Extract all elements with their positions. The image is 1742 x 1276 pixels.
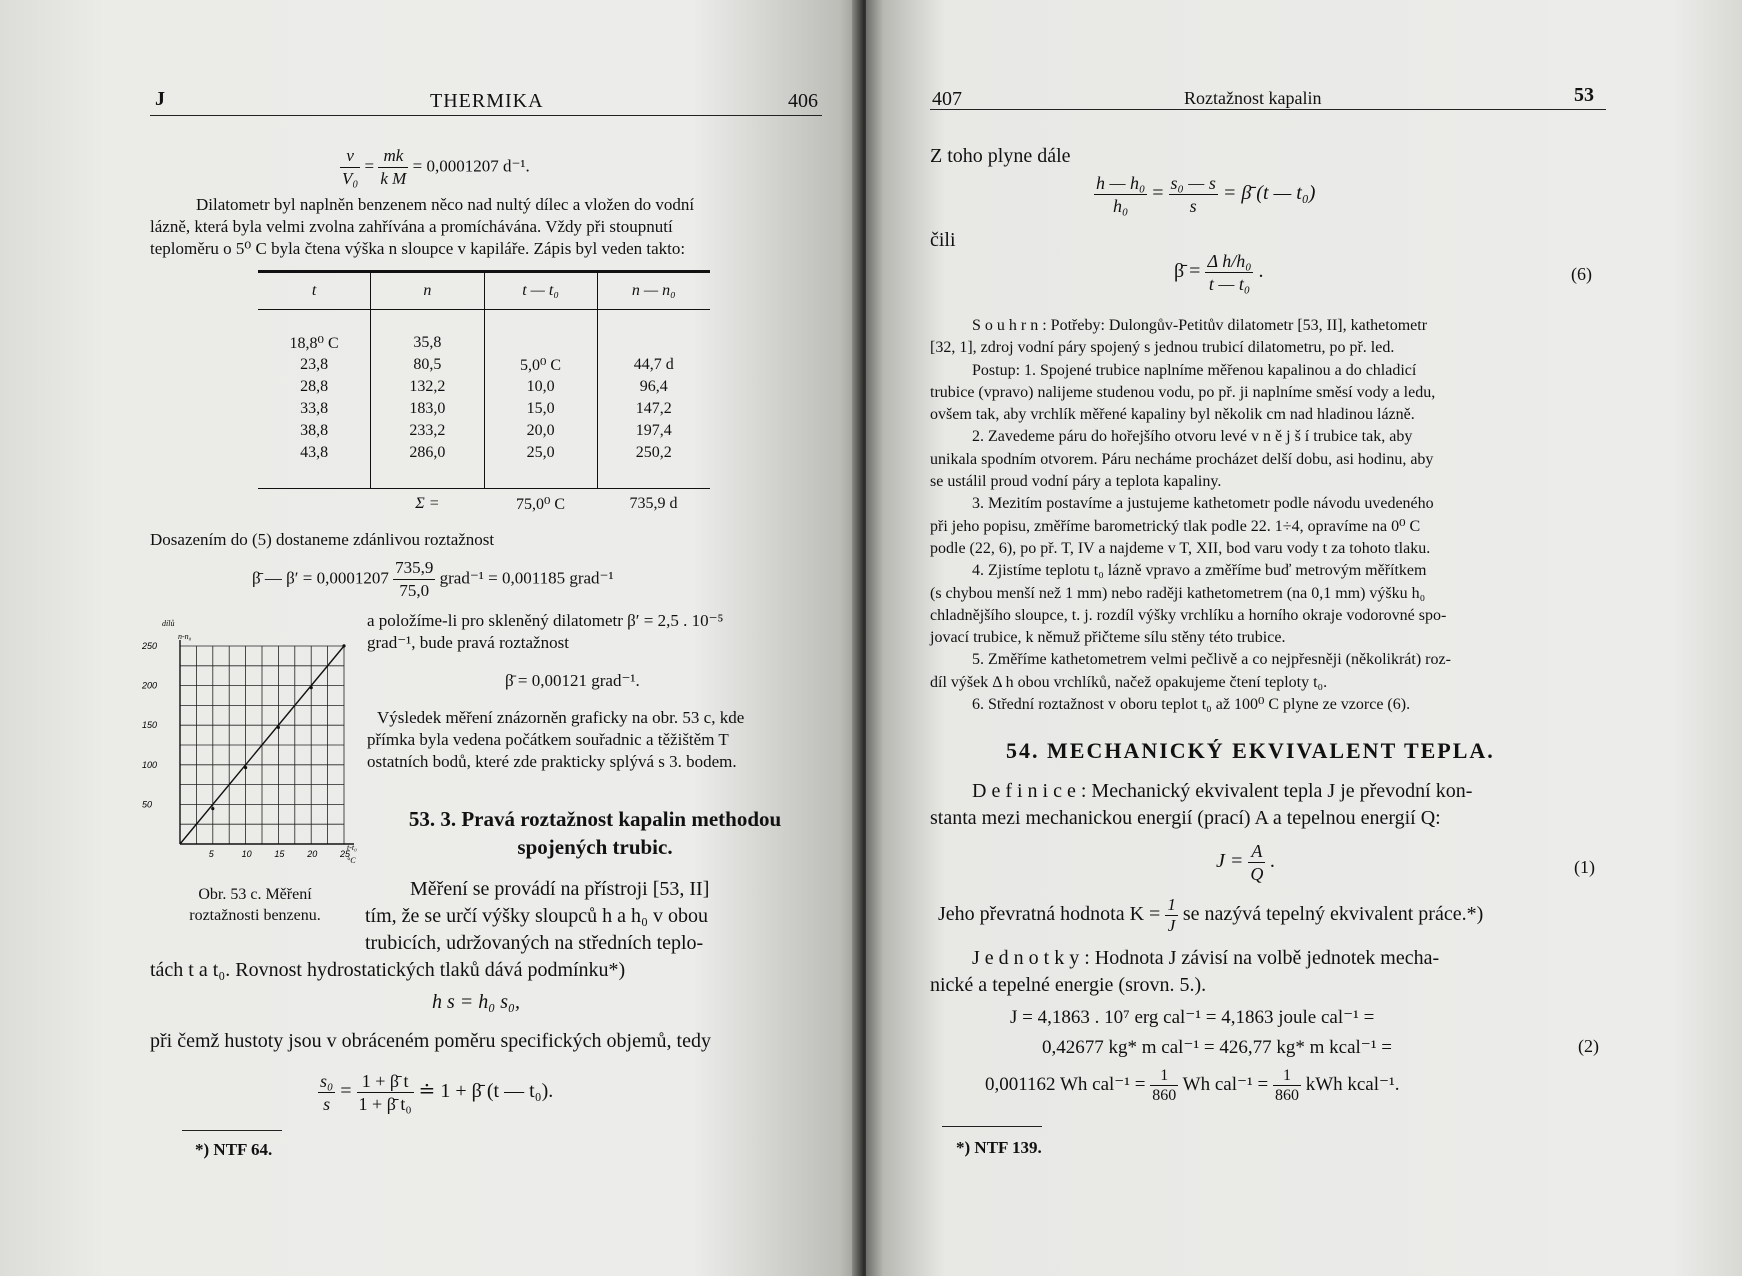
eqJ-den: Q [1250,864,1264,884]
para4-line: ostatních bodů, které zde prakticky splývá s 3. bodem. [367,752,737,771]
equation-number-1: (1) [1574,857,1595,877]
eq2-frac-den: 860 [1152,1087,1177,1104]
eq1-num2: s₀ — s [1170,173,1216,193]
eq6-lhs: β̄ = [1174,260,1201,283]
sum-value: 735,9 d [629,495,678,512]
data-point [277,726,280,729]
equation-2-line-2: 0,42677 kg* m cal⁻¹ = 426,77 kg* m kcal⁻¹ = [1042,1037,1392,1058]
reciprocal-num: 1 [1167,895,1176,914]
units-line: nické a tepelné energie (srovn. 5.). [930,974,1207,996]
section-heading-line: spojených trubic. [517,835,673,859]
text-z-toho: Z toho plyne dále [930,145,1071,167]
equation-6 [1174,250,1263,295]
chart-series [180,644,346,844]
equation-2-line-3 [985,1066,1400,1105]
text-cili: čili [930,229,956,251]
x-axis-unit: °C [347,856,356,865]
eq-beta-den: 75,0 [399,581,430,600]
caption-line: roztažnosti benzenu. [189,907,321,924]
souhrn-line: jovací trubice, k němuž přičteme sílu stěny této trubice. [930,629,1286,647]
right-page [866,0,1742,1276]
table-row: 43,8 286,0 25,0 250,2 [258,442,710,464]
eq6-num: Δ h/h₀ [1207,251,1252,271]
table-row: 18,8⁰ C 35,8 [258,332,710,354]
para1-line: teploměru o 5⁰ C byla čtena výška n sloupce v kapiláře. Zápis byl veden takto: [150,239,686,258]
equation-1: $\frac{\text{h — h₀}}{\text{h₀}}$ = $\frac{\text{s₀ — s}}{s}$ = β̄ (t — t₀) [1096,173,1316,216]
equation-number-6: (6) [1571,264,1592,284]
col-header: n — n₀ [631,282,676,299]
units-line: J e d n o t k y : Hodnota J závisí na volbě jednotek mecha- [972,947,1440,969]
souhrn-line: (s chybou menší než 1 mm) nebo raději kathetometrem (na 0,1 mm) výšku h₀ [930,584,1426,602]
eq-top-rhs: = 0,0001207 d⁻¹. [412,156,530,176]
paragraph-3 [367,610,832,654]
eq-ratio-den1: s [323,1094,331,1114]
section-heading-53-3 [375,805,815,861]
equation-beta [252,557,614,602]
y-tick-label: 150 [142,720,158,731]
page-number-right: 53 [1574,84,1594,106]
y-tick-label: 50 [142,799,153,810]
eq-ratio-num1: s₀ [320,1071,334,1091]
para5-line: tách t a t₀. Rovnost hydrostatických tlaků dává podmínku*) [150,959,626,981]
souhrn-line: se ustálil proud vodní páry a teplota kapaliny. [930,473,1222,491]
eq1-num1: h — h₀ [1096,173,1146,193]
header-rule [150,115,822,116]
eq-beta-lhs: β̄ — β′ = 0,0001207 [252,568,389,588]
table-sum-row [258,489,710,520]
y-axis-label: n-n₀ [178,632,192,641]
definition-line: D e f i n i c e : Mechanický ekvivalent tepla J je převodní kon- [972,780,1473,802]
measurement-table [258,270,710,519]
eq6-tail: . [1258,260,1264,283]
equation-hydrostatic: h s = h₀ s₀, [432,991,520,1013]
col-header: t — t₀ [484,273,597,310]
para1-line: Dilatometr byl naplněn benzenem něco nad nultý dílec a vložen do vodní [196,195,695,214]
eq-ratio-rhs: ≐ 1 + β̄ (t — t₀). [418,1080,554,1103]
souhrn-line: trubice (vpravo) nalijeme studenou vodu, po př. ji naplníme směsí vody a ledu, [930,383,1436,401]
data-point [244,766,247,769]
sum-value: 75,0⁰ C [516,496,566,513]
paragraph-1 [150,194,822,260]
y-tick-label: 200 [142,680,158,691]
eq-ratio-den2: 1 + β̄ t₀ [358,1094,412,1114]
header-title: Roztažnost kapalin [1184,88,1322,108]
footnote: *) NTF 64. [195,1140,273,1159]
eqJ-tail: . [1270,850,1276,873]
eq2-frac2-num: 1 [1273,1066,1301,1086]
eq-ratio-num2: 1 + β̄ t [357,1070,414,1093]
eq1-den2: s [1189,196,1197,216]
x-tick-label: 5 [208,849,214,859]
y-tick-label: 250 [142,641,158,651]
col-header: n [371,273,484,310]
y-axis-unit: dílů [162,619,175,628]
table-row: 33,8 183,0 15,0 147,2 [258,398,710,420]
eq-beta-rhs: grad⁻¹ = 0,001185 grad⁻¹ [439,568,614,588]
souhrn-line: ovšem tak, aby vrchlík měřené kapaliny byl několik cm nad hladinou lázně. [930,406,1415,424]
para4-line: Výsledek měření znázorněn graficky na obr. 53 c, kde [377,708,745,727]
eq-beta-num: 735,9 [393,557,435,580]
equation-number-2: (2) [1578,1036,1599,1056]
units-block [930,945,1630,999]
x-tick-label: 20 [307,849,318,859]
eq1-den1: h₀ [1113,196,1129,216]
souhrn-block [930,315,1630,716]
expansion-chart [140,612,380,872]
souhrn-line: unikala spodním otvorem. Páru necháme procházet delší dobu, asi hodinu, aby [930,450,1434,468]
para1-line: lázně, která byla velmi zvolna zahřívána a promíchávána. Vždy při stoupnutí [150,217,673,236]
eq2-part-b: Wh cal⁻¹ = [1182,1073,1269,1095]
souhrn-line: Postup: 1. Spojené trubice naplníme měřenou kapalinou a do chladicí [972,361,1417,379]
para3-line: grad⁻¹, bude pravá roztažnost [367,633,569,652]
souhrn-line: 5. Změříme kathetometrem velmi pečlivě a co nejpřesněji (několikrát) roz- [972,651,1451,669]
souhrn-line: 6. Střední roztažnost v oboru teplot t₀ až 100⁰ C plyne ze vzorce (6). [972,696,1411,714]
page-number-left: 407 [932,88,962,110]
eq-top-mid-num: mk [378,145,408,168]
souhrn-line: při jeho popisu, změříme barometrický tlak podle 22. 1÷4, opravíme na 0⁰ C [930,517,1421,535]
eq2-part-c: kWh kcal⁻¹. [1305,1073,1400,1095]
footnote: *) NTF 139. [956,1138,1042,1157]
souhrn-line: [32, 1], zdroj vodní páry spojený s jednou trubicí dilatometru, po př. led. [930,339,1395,357]
equation-J [1216,840,1275,885]
table-row: 28,8 132,2 10,0 96,4 [258,376,710,398]
footnote-rule [942,1126,1042,1127]
sum-label: Σ = [415,495,440,512]
data-point [342,644,345,647]
equation-top: $\frac{v}{\text{V₀}}$ = $\frac{mk}{\text{k M}}$ = 0,0001207 d⁻¹. [342,146,530,188]
eqJ-lhs: J = [1216,850,1244,873]
chart-ticks [141,641,351,859]
paragraph-4 [367,707,832,773]
souhrn-line: chladnějšího sloupce, t. j. rozdíl výšky vrchlíku a horního okraje vodorovné spo- [930,606,1447,624]
header-rule [930,109,1606,110]
x-tick-label: 10 [241,849,252,859]
para5-line: tím, že se určí výšky sloupců h a h₀ v obou [365,905,709,927]
eqJ-num: A [1248,840,1265,863]
souhrn-line: 4. Zjistíme teplotu t₀ lázně vpravo a změříme buď metrovým měřítkem [972,562,1427,580]
para5-line: trubicích, udržovaných na středních teplo- [365,932,704,954]
souhrn-line: podle (22, 6), po př. T, IV a najdeme v T, XII, bod varu vody t za tohoto tlaku. [930,539,1431,557]
eq-top-lhs-num: v [340,145,360,168]
paragraph-2: Dosazením do (5) dostaneme zdánlivou roztažnost [150,530,495,549]
para3-line: a položíme-li pro skleněný dilatometr β′ = 2,5 . 10⁻⁵ [367,611,724,630]
page-number: 406 [788,90,818,112]
x-axis-label: t-t₀ [347,843,357,852]
eq2-part-a: 0,001162 Wh cal⁻¹ = [985,1073,1146,1095]
section-heading-54: 54. MECHANICKÝ EKVIVALENT TEPLA. [1006,738,1495,763]
definition-block [930,778,1630,832]
x-tick-label: 15 [274,849,285,859]
definition-line: stanta mezi mechanickou energií (prací) A a tepelnou energií Q: [930,807,1441,829]
souhrn-line: S o u h r n : Potřeby: Dulongův-Petitův dilatometr [53, II], kathetometr [972,317,1428,334]
para5-line: Měření se provádí na přístroji [53, II] [410,878,710,900]
data-point [211,807,214,810]
table-row: 23,8 80,5 5,0⁰ C 44,7 d [258,354,710,376]
reciprocal-den: J [1167,916,1176,935]
souhrn-line: 2. Zavedeme páru do hořejšího otvoru levé v n ě j š í trubice tak, aby [972,428,1413,446]
caption-line: Obr. 53 c. Měření [198,886,312,903]
eq2-frac-num: 1 [1150,1066,1178,1086]
x-tick-label: 25 [340,849,351,859]
header-title: THERMIKA [430,90,544,112]
eq-top-lhs-den: V₀ [342,169,359,188]
paragraph-6: při čemž hustoty jsou v obráceném poměru specifických objemů, tedy [150,1030,711,1052]
left-page [0,0,866,1276]
table-row: 38,8 233,2 20,0 197,4 [258,420,710,442]
reciprocal-pre: Jeho převratná hodnota K = [938,903,1161,926]
footnote-rule [182,1130,282,1131]
eq1-rhs: = β̄ (t — t₀) [1222,182,1316,205]
data-point [310,686,313,689]
eq2-frac2-den: 860 [1274,1087,1299,1104]
equation-beta-true: β̄ = 0,00121 grad⁻¹. [505,671,640,690]
para4-line: přímka byla vedena počátkem souřadnic a těžištěm T [367,730,729,749]
equation-2-line-1: J = 4,1863 . 10⁷ erg cal⁻¹ = 4,1863 joule cal⁻¹ = [1010,1007,1375,1028]
souhrn-line: 3. Mezitím postavíme a justujeme kathetometr podle návodu uvedeného [972,495,1434,513]
souhrn-line: díl výšek Δ h obou vrchlíků, načež opakujeme čtení teploty t₀. [930,673,1328,691]
col-header: t [258,273,371,310]
paragraph-5 [150,876,820,984]
equation-ratio: $\frac{\text{s₀}}{s}$ = $\frac{1 + \betā t}{\text{1 + β̄ t₀}}$ ≐ 1 + β̄ (t — t₀). [320,1071,554,1114]
y-tick-label: 100 [142,759,158,770]
eq-top-mid-den: k M [380,169,407,188]
reciprocal-post: se nazývá tepelný ekvivalent práce.*) [1182,903,1484,926]
table-grid [258,273,710,519]
text-reciprocal [938,895,1483,936]
eq6-den: t — t₀ [1208,274,1251,294]
header-letter: J [155,88,165,110]
section-heading-line: 53. 3. Pravá roztažnost kapalin methodou [408,807,782,831]
